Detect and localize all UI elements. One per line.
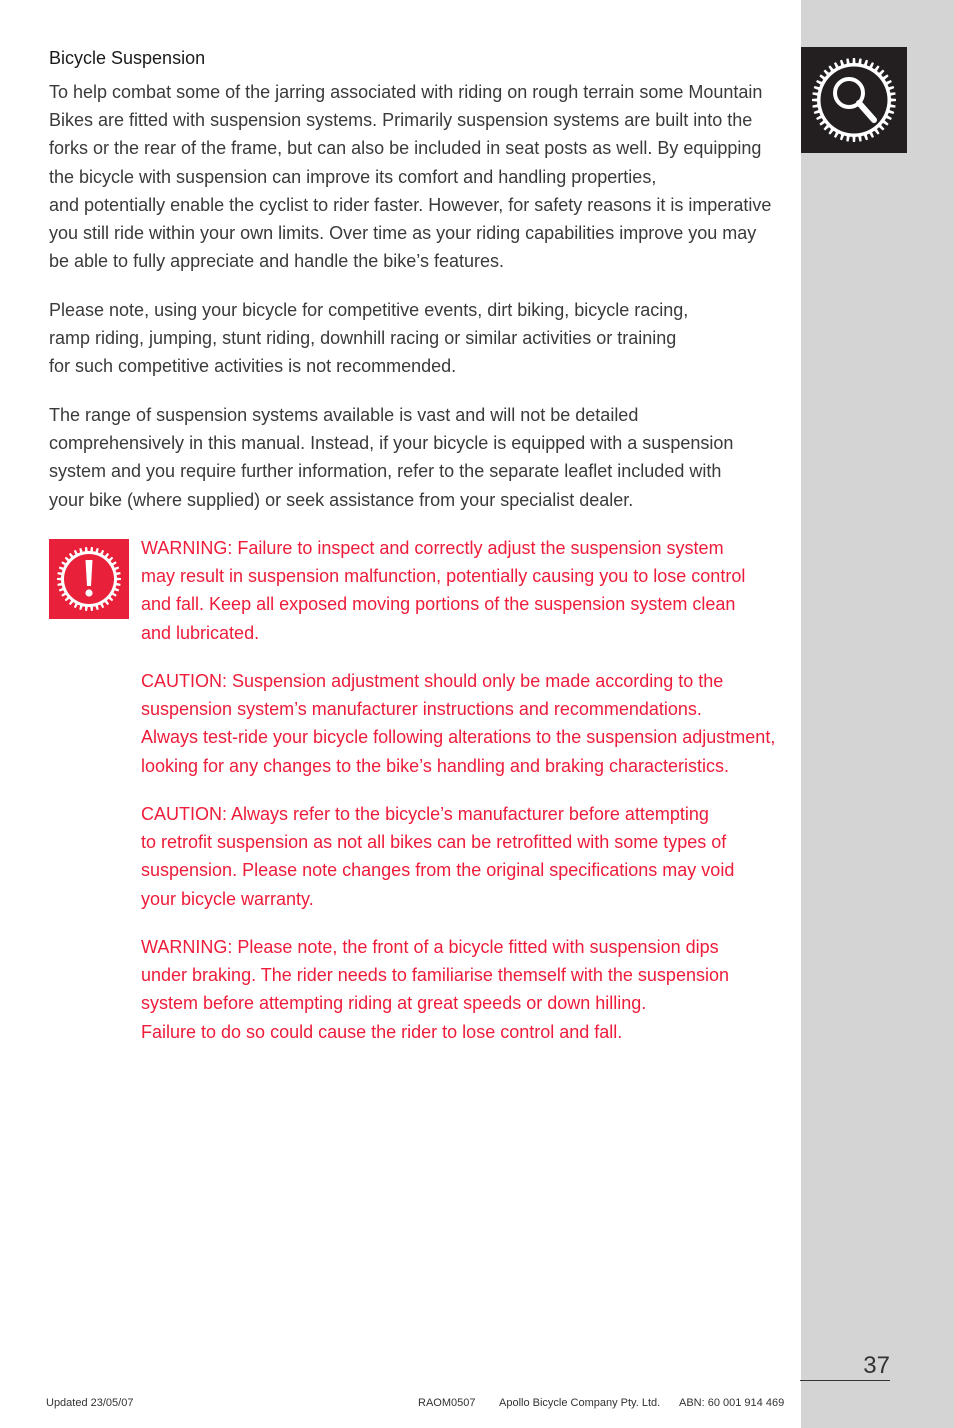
suspension-range-paragraph: The range of suspension systems available is vast and will not be detailed comprehensively in this manual. Instead, if your bicycle is equipped with a suspension system and you require further information, refer to the separate leaflet included with your bike (where supplied) or seek assistance from your specialist dealer.: [49, 405, 734, 510]
warning-inspect-notice: WARNING: Failure to inspect and correctly adjust the suspension system may result in suspension malfunction, potentially causing you to lose control and fall. Keep all exposed moving portions of the suspension system clean and lubricated.: [141, 538, 746, 643]
exclamation-gear-icon: [49, 539, 129, 619]
footer-document-code: RAOM0507: [418, 1397, 476, 1409]
page-number: 37: [863, 1352, 890, 1379]
caution-adjustment-notice: CAUTION: Suspension adjustment should only be made according to the suspension system’s manufacturer instructions and recommendations. Always test-ride your bicycle following alterations to the suspension adjustment, looking for any changes to the bike’s handling and braking characteristics.: [141, 671, 776, 776]
side-margin-band: [801, 0, 954, 1428]
footer-company-name: Apollo Bicycle Company Pty. Ltd.: [499, 1397, 661, 1409]
footer-updated-date: Updated 23/05/07: [46, 1397, 134, 1409]
magnifier-gear-icon: [801, 47, 907, 153]
page-number-rule: [800, 1380, 890, 1381]
competition-note-paragraph: Please note, using your bicycle for competitive events, dirt biking, bicycle racing, ramp riding, jumping, stunt riding, downhill racing or similar activities or training for such competitive activities is not recommended.: [49, 300, 689, 377]
section-heading: Bicycle Suspension: [49, 48, 206, 68]
footer-abn: ABN: 60 001 914 469: [679, 1397, 785, 1409]
warning-braking-notice: WARNING: Please note, the front of a bicycle fitted with suspension dips under braking. The rider needs to familiarise themself with the suspension system before attempting riding at great speeds or down hilling. Failure to do so could cause the rider to lose control and fall.: [141, 937, 729, 1042]
intro-paragraph: To help combat some of the jarring associated with riding on rough terrain some Mountain Bikes are fitted with suspension systems. Primarily suspension systems are built into the forks or the rear of the frame, but can also be included in seat posts as well. By equipping the bicycle with suspension can improve its comfort and handling properties, and potentially enable the cyclist to rider faster. However, for safety reasons it is imperative you still ride within your own limits. Over time as your riding capabilities improve you may be able to fully appreciate and handle the bike’s features.: [49, 82, 772, 272]
caution-retrofit-notice: CAUTION: Always refer to the bicycle’s manufacturer before attempting to retrofit suspension as not all bikes can be retrofitted with some types of suspension. Please note changes from the original specifications may void your bicycle warranty.: [141, 804, 735, 909]
